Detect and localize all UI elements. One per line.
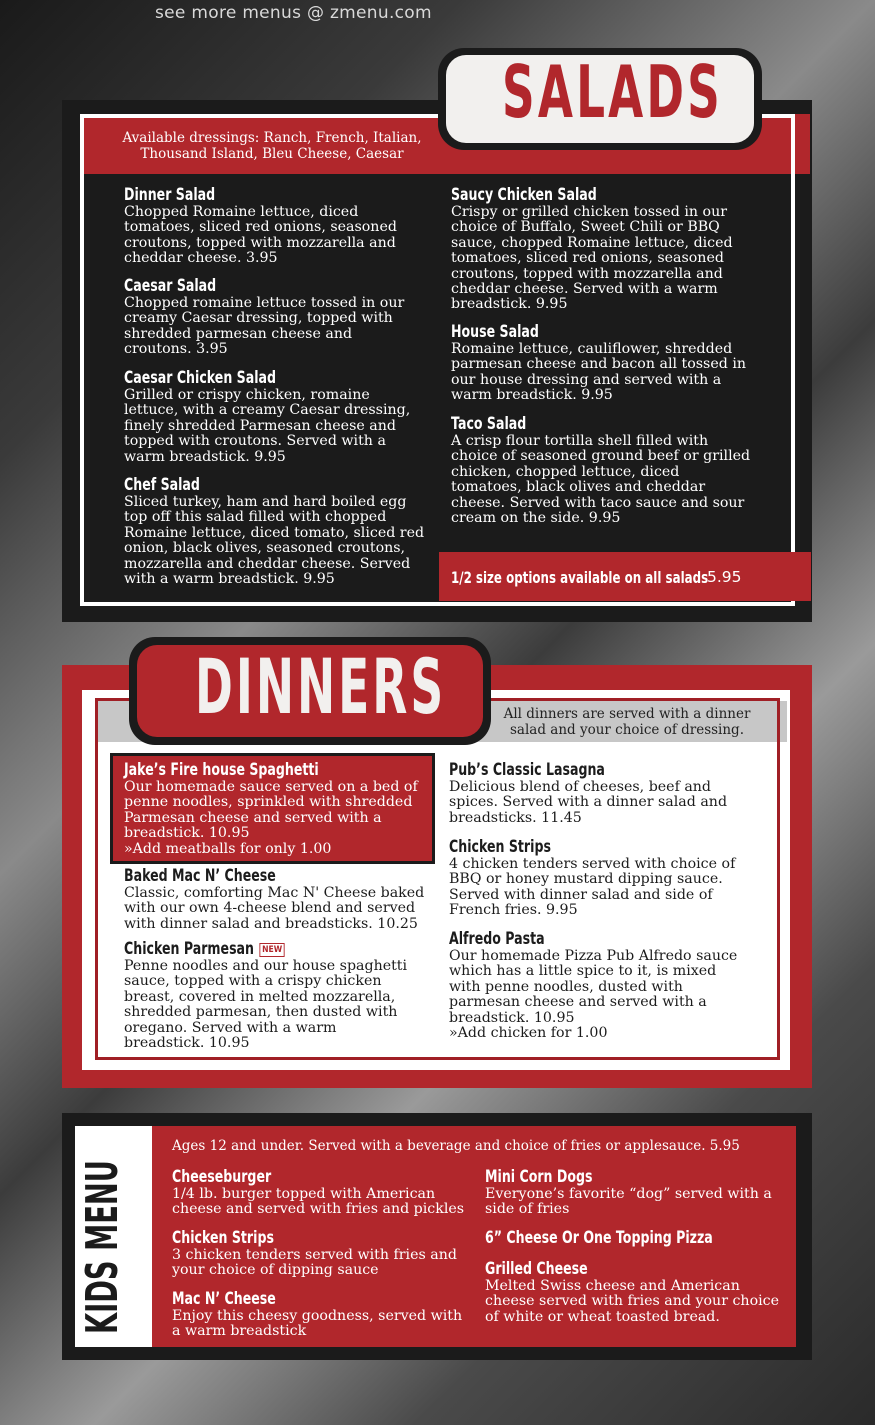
menu-item-kids-mini-corn-dogs xyxy=(485,1168,795,1218)
item-name: Mac N’ Cheese xyxy=(172,1289,276,1309)
item-desc-line: breadstick. 9.95 xyxy=(451,296,568,313)
menu-item-saucy-chicken-salad xyxy=(451,186,781,313)
menu-item-alfredo-pasta xyxy=(449,930,769,1041)
item-desc-line: parmesan cheese and bacon all tossed in xyxy=(451,356,746,373)
item-desc-line: shredded parmesan, then dusted with xyxy=(124,1004,398,1021)
half-size-price: 5.95 xyxy=(707,568,742,586)
item-name: Cheeseburger xyxy=(172,1167,272,1187)
item-desc-line: Sliced turkey, ham and hard boiled egg xyxy=(124,494,407,510)
dinners-title-plaque xyxy=(129,637,491,745)
item-desc-line: tomatoes, sliced red onions, seasoned xyxy=(124,219,397,236)
item-desc-line: Crispy or grilled chicken tossed in our xyxy=(451,204,728,220)
item-desc-line: with a warm breadstick. 9.95 xyxy=(124,571,335,588)
item-desc-line: Melted Swiss cheese and American xyxy=(485,1278,740,1294)
half-size-banner xyxy=(439,552,811,601)
item-name: Baked Mac N’ Cheese xyxy=(124,866,276,886)
item-desc-line: oregano. Served with a warm xyxy=(124,1019,337,1036)
item-desc-line: mozzarella and cheddar cheese. Served xyxy=(124,555,411,572)
item-desc-line: choice of seasoned ground beef or grilled xyxy=(451,448,751,465)
item-desc-line: Grilled or crispy chicken, romaine xyxy=(124,387,370,403)
item-desc-line: penne noodles, sprinkled with shredded xyxy=(124,794,413,811)
item-desc-line: French fries. 9.95 xyxy=(449,902,578,919)
item-desc-line: »Add meatballs for only 1.00 xyxy=(124,840,332,857)
menu-item-kids-mac-n-cheese xyxy=(172,1290,482,1340)
item-desc-line: warm breadstick. 9.95 xyxy=(451,387,613,404)
dressings-line: Available dressings: Ranch, French, Italian, xyxy=(122,130,422,146)
menu-item-chicken-parmesan xyxy=(124,940,444,1051)
dinners-note-line: salad and your choice of dressing. xyxy=(510,722,744,738)
item-desc-line: 3 chicken tenders served with fries and xyxy=(172,1247,457,1263)
item-desc-line: shredded parmesan cheese and xyxy=(124,325,353,342)
item-desc-line: creamy Caesar dressing, topped with xyxy=(124,310,393,327)
item-desc-line: a warm breadstick xyxy=(172,1323,307,1340)
watermark-text: see more menus @ zmenu.com xyxy=(155,3,432,23)
item-desc-line: chicken, chopped lettuce, diced xyxy=(451,463,680,480)
item-desc-line: Classic, comforting Mac N' Cheese baked xyxy=(124,885,425,901)
item-desc-line: your choice of dipping sauce xyxy=(172,1262,379,1279)
item-desc-line: with penne noodles, dusted with xyxy=(449,978,683,995)
item-desc-line: sauce, chopped Romaine lettuce, diced xyxy=(451,234,733,251)
menu-item-kids-chicken-strips xyxy=(172,1229,482,1279)
dressings-line: Thousand Island, Bleu Cheese, Caesar xyxy=(140,146,404,162)
item-desc-line: with our own 4-cheese blend and served xyxy=(124,900,416,917)
menu-item-chef-salad xyxy=(124,476,444,587)
dressings-note xyxy=(107,130,437,162)
kids-title: KIDS MENU xyxy=(77,1160,128,1334)
item-desc-line: side of fries xyxy=(485,1201,570,1218)
kids-title-panel xyxy=(75,1126,152,1347)
item-desc-line: which has a little spice to it, is mixed xyxy=(449,963,717,980)
item-desc-line: Romaine lettuce, diced tomato, sliced red xyxy=(124,524,425,541)
item-name: Caesar Chicken Salad xyxy=(124,368,277,388)
menu-item-dinner-salad xyxy=(124,186,444,267)
item-desc-line: onion, black olives, seasoned croutons, xyxy=(124,540,406,557)
item-desc-line: Our homemade sauce served on a bed of xyxy=(124,779,418,795)
item-desc-line: breast, covered in melted mozzarella, xyxy=(124,988,396,1005)
item-desc-line: tomatoes, black olives and cheddar xyxy=(451,479,706,496)
item-desc-line: breadstick. 10.95 xyxy=(449,1009,575,1026)
item-name: Alfredo Pasta xyxy=(449,929,545,949)
item-name: House Salad xyxy=(451,322,539,342)
salads-title: SALADS xyxy=(502,50,724,134)
item-desc-line: 4 chicken tenders served with choice of xyxy=(449,856,736,872)
item-desc-line: sauce, topped with a crispy chicken xyxy=(124,973,382,990)
item-name: Chicken Strips xyxy=(172,1228,274,1248)
item-desc-line: cream on the side. 9.95 xyxy=(451,510,621,527)
menu-item-chicken-strips xyxy=(449,838,769,919)
menu-item-taco-salad xyxy=(451,415,781,526)
item-name: Jake’s Fire house Spaghetti xyxy=(124,760,319,780)
item-desc-line: cheddar cheese. Served with a warm xyxy=(451,281,718,298)
item-desc-line: croutons. 3.95 xyxy=(124,341,228,358)
item-desc-line: topped with croutons. Served with a xyxy=(124,433,386,450)
item-desc-line: warm breadstick. 9.95 xyxy=(124,448,286,465)
salads-section xyxy=(62,100,812,622)
item-name: 6” Cheese Or One Topping Pizza xyxy=(485,1228,713,1248)
item-desc-line: 1/4 lb. burger topped with American xyxy=(172,1186,436,1202)
item-desc-line: with dinner salad and breadsticks. 10.25 xyxy=(124,915,418,932)
item-desc-line: breadstick. 10.95 xyxy=(124,825,250,842)
item-name: Chicken Strips xyxy=(449,837,551,857)
item-desc-line: croutons, topped with mozzarella and xyxy=(124,234,396,251)
item-desc-line: croutons, topped with mozzarella and xyxy=(451,265,723,282)
item-desc-line: Our homemade Pizza Pub Alfredo sauce xyxy=(449,948,738,964)
item-desc-line: parmesan cheese and served with a xyxy=(449,994,707,1011)
item-desc-line: BBQ or honey mustard dipping sauce. xyxy=(449,871,723,888)
item-desc-line: top off this salad filled with chopped xyxy=(124,509,387,526)
item-desc-line: our house dressing and served with a xyxy=(451,371,722,388)
item-desc-line: Chopped Romaine lettuce, diced xyxy=(124,204,359,220)
item-desc-line: Enjoy this cheesy goodness, served with xyxy=(172,1308,463,1324)
menu-item-jakes-spaghetti xyxy=(124,761,434,857)
item-desc-line: cheese served with fries and your choice xyxy=(485,1293,779,1310)
item-desc-line: Everyone’s favorite “dog” served with a xyxy=(485,1186,772,1202)
item-desc-line: breadstick. 10.95 xyxy=(124,1035,250,1052)
item-desc-line: cheddar cheese. 3.95 xyxy=(124,250,278,267)
menu-item-kids-cheeseburger xyxy=(172,1168,482,1218)
new-badge: NEW xyxy=(259,943,284,957)
item-name: Taco Salad xyxy=(451,414,527,434)
item-name: Saucy Chicken Salad xyxy=(451,185,597,205)
dinners-note xyxy=(502,706,752,738)
item-name: Chef Salad xyxy=(124,475,200,495)
item-desc-line: tomatoes, sliced red onions, seasoned xyxy=(451,250,724,267)
item-desc-line: Parmesan cheese and served with a xyxy=(124,809,382,826)
half-size-label: 1/2 size options available on all salads xyxy=(451,568,709,587)
item-desc-line: spices. Served with a dinner salad and xyxy=(449,794,728,811)
item-desc-line: Served with dinner salad and side of xyxy=(449,886,713,903)
item-name: Pub’s Classic Lasagna xyxy=(449,760,605,780)
item-desc-line: Chopped romaine lettuce tossed in our xyxy=(124,295,405,311)
menu-item-kids-pizza xyxy=(485,1229,795,1248)
item-desc-line: cheese and served with fries and pickles xyxy=(172,1201,465,1218)
menu-item-kids-grilled-cheese xyxy=(485,1260,795,1325)
menu-item-classic-lasagna xyxy=(449,761,769,826)
menu-item-baked-mac-n-cheese xyxy=(124,867,444,932)
item-desc-line: finely shredded Parmesan cheese and xyxy=(124,417,396,434)
salads-title-plaque xyxy=(438,48,762,150)
dinners-note-line: All dinners are served with a dinner xyxy=(503,706,751,722)
dinners-title: DINNERS xyxy=(195,642,447,731)
kids-section xyxy=(62,1113,812,1360)
item-name: Grilled Cheese xyxy=(485,1259,588,1279)
item-name: Caesar Salad xyxy=(124,276,217,296)
item-name: Dinner Salad xyxy=(124,185,216,205)
item-desc-line: Penne noodles and our house spaghetti xyxy=(124,958,408,974)
item-desc-line: Delicious blend of cheeses, beef and xyxy=(449,779,712,795)
item-desc-line: Romaine lettuce, cauliflower, shredded xyxy=(451,341,733,357)
item-name: Mini Corn Dogs xyxy=(485,1167,593,1187)
item-desc-line: breadsticks. 11.45 xyxy=(449,809,582,826)
menu-item-caesar-chicken-salad xyxy=(124,369,444,465)
menu-item-house-salad xyxy=(451,323,781,404)
item-desc-line: cheese. Served with taco sauce and sour xyxy=(451,494,745,511)
kids-ages-note: Ages 12 and under. Served with a beverage and choice of fries or applesauce. 5.95 xyxy=(172,1138,740,1154)
menu-item-caesar-salad xyxy=(124,277,444,358)
item-desc-line: A crisp flour tortilla shell filled with xyxy=(451,433,709,449)
item-desc-line: lettuce, with a creamy Caesar dressing, xyxy=(124,402,411,419)
item-desc-line: choice of Buffalo, Sweet Chili or BBQ xyxy=(451,219,720,236)
item-name: Chicken Parmesan xyxy=(124,939,255,959)
item-desc-line: of white or wheat toasted bread. xyxy=(485,1308,720,1325)
item-desc-line: »Add chicken for 1.00 xyxy=(449,1025,608,1042)
